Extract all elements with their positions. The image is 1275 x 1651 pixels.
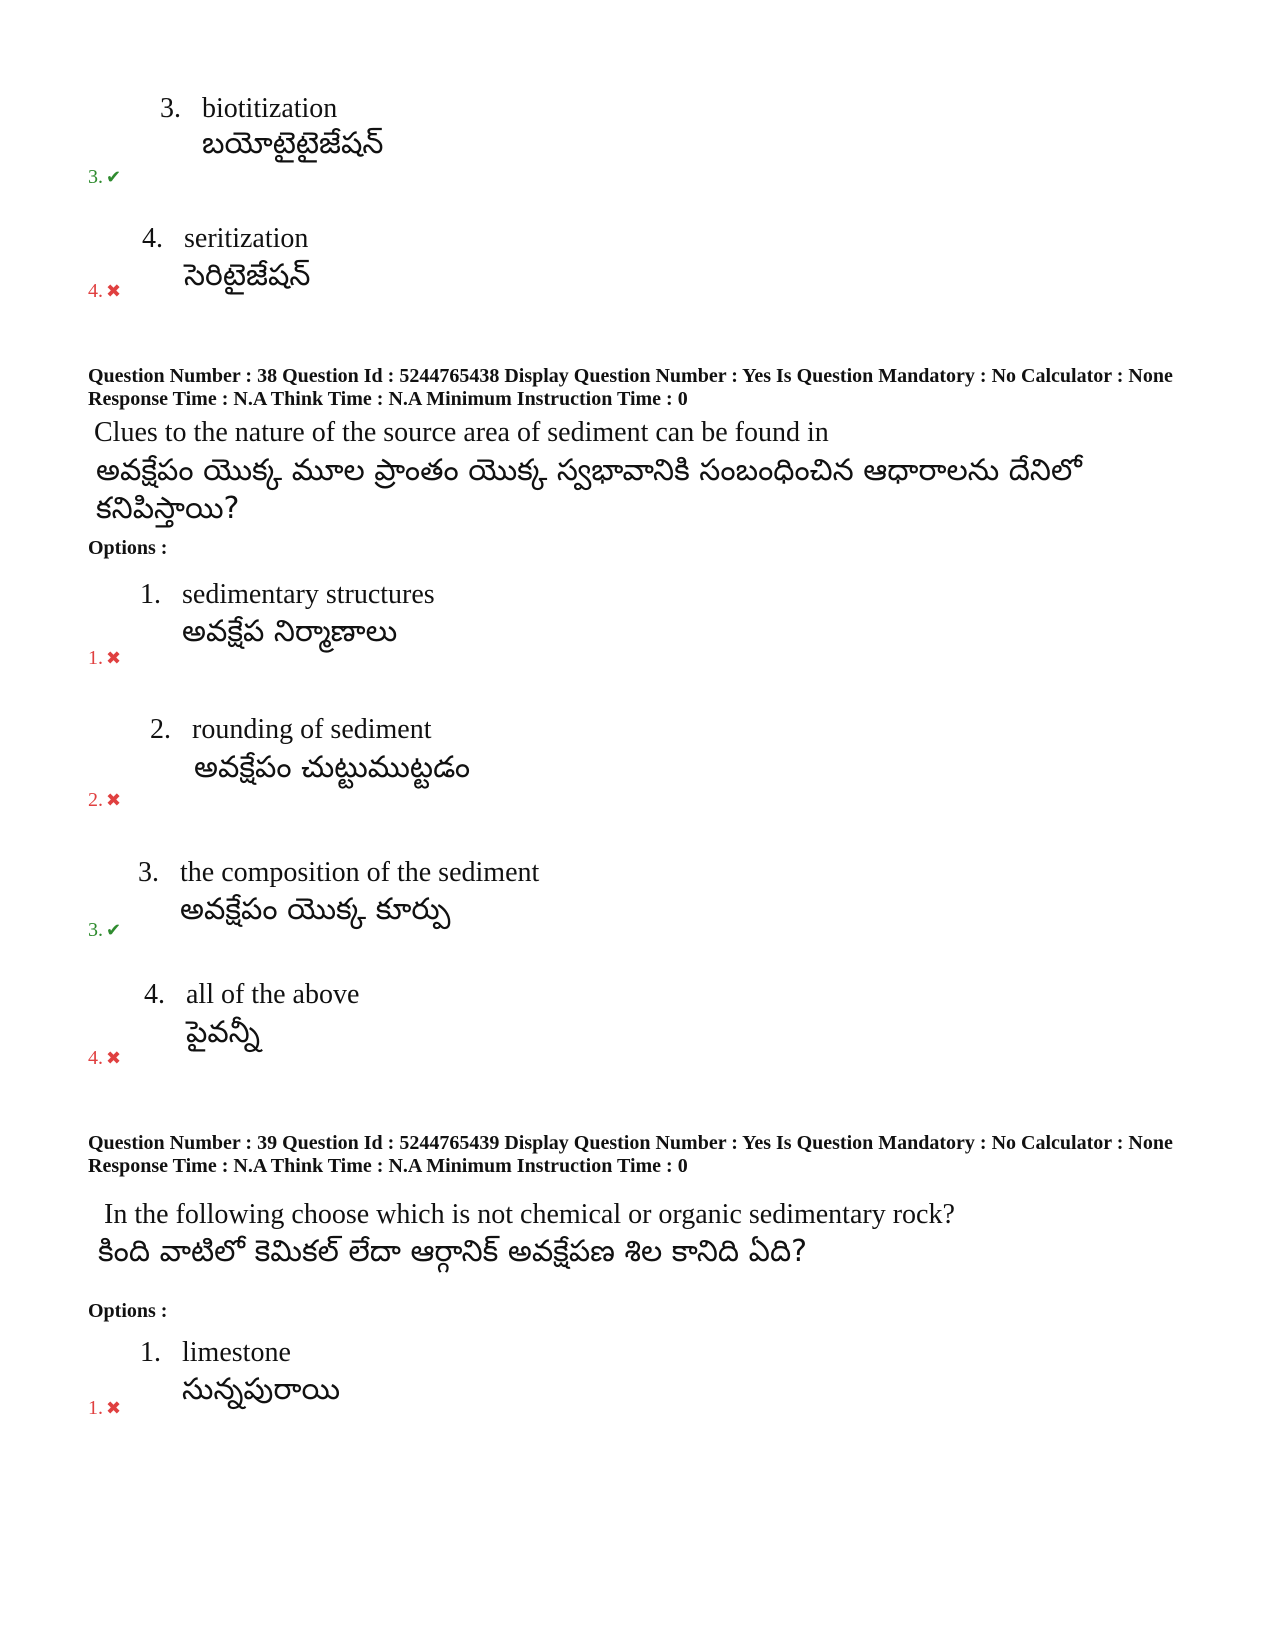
prev-option-4-mark: 4. ✖ xyxy=(88,280,122,302)
q39-meta: Question Number : 39 Question Id : 5244765439 Display Question Number : Yes Is Question Mandatory : No Calculator : None Response Time : N.A Think Time : N.A Minimum Instruction Time : 0 xyxy=(88,1132,1173,1177)
q39-option-1 xyxy=(140,1338,291,1369)
prev-option-3-mark: 3. ✔ xyxy=(88,166,122,188)
option-number: 3. xyxy=(138,857,159,888)
option-number: 1. xyxy=(140,579,161,610)
q38-option-1-mark: 1. ✖ xyxy=(88,647,122,669)
q39-option-1-mark: 1. ✖ xyxy=(88,1397,122,1419)
check-icon: ✔ xyxy=(106,920,122,940)
option-text-en: the composition of the sediment xyxy=(180,857,540,888)
q38-option-4 xyxy=(144,980,359,1011)
cross-icon: ✖ xyxy=(106,281,122,301)
q38-option-3 xyxy=(138,858,539,889)
cross-icon: ✖ xyxy=(106,648,122,668)
q38-option-2-te: అవక్షేపం చుట్టుముట్టడం xyxy=(194,750,471,785)
option-number: 2. xyxy=(150,714,171,745)
q38-option-2 xyxy=(150,715,432,746)
check-icon: ✔ xyxy=(106,167,122,187)
option-text-en: rounding of sediment xyxy=(192,714,432,745)
q38-stem-te: అవక్షేపం యొక్క మూల ప్రాంతం యొక్క స్వభావానికి సంబంధించిన ఆధారాలను దేనిలో కనిపిస్తాయి? xyxy=(96,453,1082,526)
cross-icon: ✖ xyxy=(106,790,122,810)
q38-option-4-te: పైవన్నీ xyxy=(186,1015,260,1050)
q39-options-label: Options : xyxy=(88,1300,168,1322)
q38-option-3-te: అవక్షేపం యొక్క కూర్పు xyxy=(180,892,451,927)
cross-icon: ✖ xyxy=(106,1048,122,1068)
prev-option-4 xyxy=(142,224,308,255)
q39-stem-en: In the following choose which is not chemical or organic sedimentary rock? xyxy=(104,1199,955,1230)
q38-option-4-mark: 4. ✖ xyxy=(88,1047,122,1069)
option-number: 4. xyxy=(142,223,163,254)
prev-option-3 xyxy=(160,94,337,125)
q38-meta: Question Number : 38 Question Id : 5244765438 Display Question Number : Yes Is Question Mandatory : No Calculator : None Response Time : N.A Think Time : N.A Minimum Instruction Time : 0 xyxy=(88,365,1173,410)
cross-icon: ✖ xyxy=(106,1398,122,1418)
q38-options-label: Options : xyxy=(88,537,168,559)
q38-stem-en: Clues to the nature of the source area of sediment can be found in xyxy=(94,417,829,448)
option-text-en: seritization xyxy=(184,223,309,254)
prev-option-3-te: బయోటైటైజేషన్ xyxy=(202,126,384,161)
q39-stem-te: కింది వాటిలో కెమికల్ లేదా ఆర్గానిక్ అవక్షేపణ శిల కానిది ఏది? xyxy=(98,1234,808,1269)
option-number: 1. xyxy=(140,1337,161,1368)
q38-option-2-mark: 2. ✖ xyxy=(88,789,122,811)
q38-option-1-te: అవక్షేప నిర్మాణాలు xyxy=(182,614,398,649)
prev-option-4-te: సెరిటైజేషన్ xyxy=(184,258,311,293)
option-number: 3. xyxy=(160,93,181,124)
option-text-en: limestone xyxy=(182,1337,291,1368)
option-text-en: biotitization xyxy=(202,93,338,124)
q38-option-1 xyxy=(140,580,435,611)
option-text-en: all of the above xyxy=(186,979,360,1010)
q39-option-1-te: సున్నపురాయి xyxy=(182,1372,341,1407)
option-text-en: sedimentary structures xyxy=(182,579,435,610)
option-number: 4. xyxy=(144,979,165,1010)
q38-option-3-mark: 3. ✔ xyxy=(88,919,122,941)
